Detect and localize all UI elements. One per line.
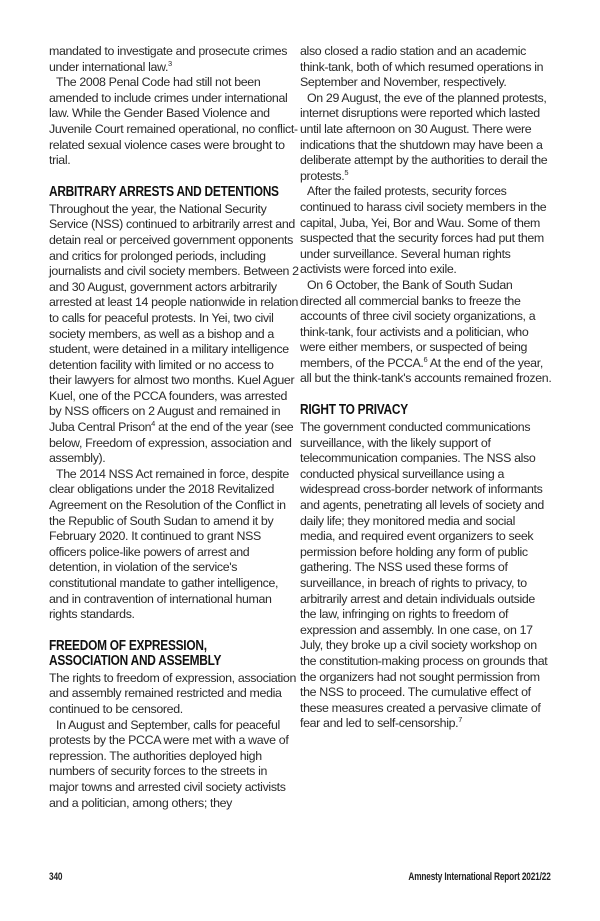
paragraph: The 2014 NSS Act remained in force, despite clear obligations under the 2018 Revitalized Agreement on the Resolution of the Conflict in the Republic of South Sudan to amend it by February 2020. It continued to grant NSS officers police-like powers of arrest and detention, in violation of the service's constitutional mandate to gather intelligence, and in contravention of international human rights standards. — [49, 466, 289, 622]
paragraph-text: The government conducted communications surveillance, with the likely support of telecommunication companies. The NSS also conducted physical surveillance using a widespread cross-border network of informants and agents, penetrating all levels of society and daily life; they monitored media and social media, and required event organizers to seek permission before holding any form of public gathering. The NSS used these forms of surveillance, in breach of rights to privacy, to arbitrarily arrest and detain individuals outside the law, infringing on rights to freedom of expression and assembly. In one case, on 17 July, they broke up a civil society workshop on the constitution-making process on grounds that the organizers had not sought permission from the NSS to proceed. The cumulative effect of these measures created a pervasive climate of fear and led to self-censorship. — [300, 420, 548, 731]
right-column — [300, 44, 552, 732]
footnote-ref[interactable]: 7 — [458, 715, 463, 725]
paragraph — [300, 420, 552, 732]
section-heading-arbitrary-arrests: ARBITRARY ARRESTS AND DETENTIONS — [49, 183, 279, 200]
heading-line: ASSOCIATION AND ASSEMBLY — [49, 652, 222, 669]
paragraph: The rights to freedom of expression, association and assembly remained restricted and media continued to be censored. — [49, 670, 296, 716]
section-heading-right-to-privacy: RIGHT TO PRIVACY — [300, 402, 408, 419]
footnote-ref[interactable]: 5 — [344, 167, 349, 177]
paragraph — [49, 202, 299, 467]
footnote-ref[interactable]: 3 — [168, 58, 172, 68]
paragraph-text: at the end of the year (see below, Freedom of expression, association and assembly). — [49, 420, 294, 466]
left-column — [49, 44, 299, 811]
section-heading-freedom-of-expression — [49, 639, 254, 669]
paragraph — [300, 91, 552, 185]
paragraph — [300, 278, 552, 387]
paragraph: In August and September, calls for peaceful protests by the PCCA were met with a wave of repression. The authorities deployed high numbers of security forces to the streets in major towns and arrested civil society activists and a politician, among others; they — [49, 717, 289, 810]
paragraph: After the failed protests, security forces continued to harass civil society members in the capital, Juba, Yei, Bor and Wau. Some of them suspected that the security forces had put them under surveillance. Several human rights activists were forced into exile. — [300, 184, 547, 277]
running-footer-title: Amnesty International Report 2021/22 — [408, 871, 551, 883]
paragraph-text: Throughout the year, the National Security Service (NSS) continued to arbitrarily arrest and detain real or perceived government opponents and critics for prolonged periods, including journalists and civil society members. Between 2 and 30 August, government actors arbitrarily arrested at least 14 people nationwide in relation to calls for peaceful protests. In Yei, two civil society members, as well as a bishop and a student, were detained in a military intelligence detention facility with limited or no access to their lawyers for almost two months. Kuel Aguer Kuel, one of the PCCA founders, was arrested by NSS officers on 2 August and remained in Juba Central Prison — [49, 201, 299, 435]
paragraph-text: On 6 October, the Bank of South Sudan directed all commercial banks to freeze the accounts of three civil society organizations, a think-tank, four activists and a politician, who were either members, or suspected of being members, of the PCCA. — [300, 277, 536, 370]
footnote-ref[interactable]: 4 — [151, 418, 155, 428]
page-number: 340 — [49, 871, 63, 883]
paragraph: also closed a radio station and an academic think-tank, both of which resumed operations in September and November, respectively. — [300, 44, 544, 90]
paragraph-text: On 29 August, the eve of the planned protests, internet disruptions were reported which lasted until late afternoon on 30 August. There were indications that the shutdown may have been a deliberate attempt by the authorities to derail the protests. — [300, 90, 548, 183]
paragraph-text: At the end of the year, all but the think-tank's accounts remained frozen. — [300, 355, 552, 386]
paragraph — [49, 44, 299, 75]
heading-line: FREEDOM OF EXPRESSION, — [49, 637, 207, 654]
paragraph-text: mandated to investigate and prosecute crimes under international law. — [49, 44, 288, 74]
paragraph: The 2008 Penal Code had still not been amended to include crimes under international law. While the Gender Based Violence and Juvenile Court remained operational, no conflict-related sexual violence cases were brought to trial. — [49, 75, 298, 168]
footnote-ref[interactable]: 6 — [423, 354, 428, 364]
